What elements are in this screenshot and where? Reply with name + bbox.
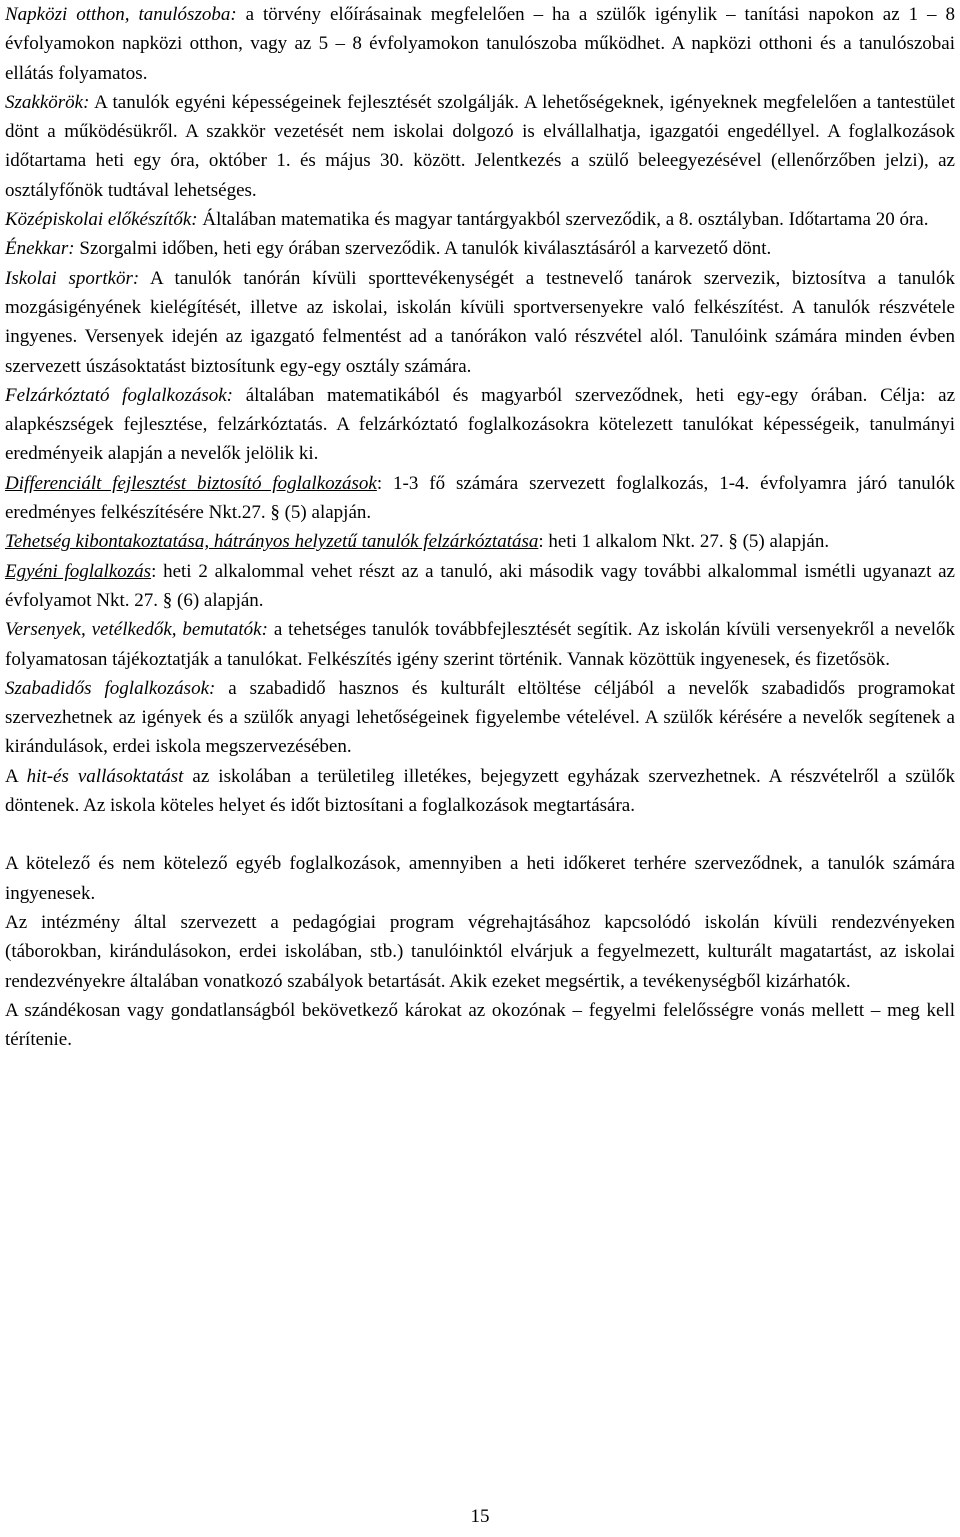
label-napkozi: Napközi otthon, tanulószoba:	[5, 4, 237, 25]
hitoktatas-after: az iskolában a területileg illetékes, bejegyzett egyházak szervezhetnek. A részvételről a szülők döntenek. Az iskola köteles helyet és időt biztosítani a foglalkozások megtartására.	[5, 765, 955, 817]
label-differencialt: Differenciált fejlesztést biztosító foglalkozások	[5, 472, 377, 494]
paragraph-tehetseg	[5, 527, 955, 556]
paragraph-versenyek	[5, 615, 955, 674]
paragraph-hitoktatas	[5, 762, 955, 821]
text-egyeni: : heti 2 alkalommal vehet részt az a tanuló, aki második vagy további alkalommal ismétli ugyanazt az évfolyamot Nkt. 27. § (6) alapján.	[5, 560, 955, 611]
paragraph-elokeszitok	[5, 205, 955, 234]
document-page	[5, 0, 955, 1054]
paragraph-napkozi	[5, 0, 955, 88]
hitoktatas-italic: hit-és vallásoktatást	[26, 765, 184, 787]
text-differencialt: : 1-3 fő számára szervezett foglalkozás, 1-4. évfolyamra járó tanulók eredményes felkészítésére Nkt.27. § (5) alapján.	[5, 472, 956, 524]
paragraph-rendezvenyek: Az intézmény által szervezett a pedagógiai program végrehajtásához kapcsolódó iskolán kívüli rendezvényeken (táborokban, kirándulásokon, erdei iskolában, stb.) tanulóinktól elvárjuk a fegyelmezett, kulturált magatartást, az iskolai rendezvényekre általában vonatkozó szabályok betartását. Akik ezeket megsértik, a tevékenységből kizárhatók.	[5, 911, 955, 992]
paragraph-sportkor	[5, 264, 955, 381]
paragraph-enekkar	[5, 234, 955, 263]
label-versenyek: Versenyek, vetélkedők, bemutatók:	[5, 619, 268, 641]
label-sportkor: Iskolai sportkör:	[5, 267, 140, 289]
paragraph-ingyenes: A kötelező és nem kötelező egyéb foglalkozások, amennyiben a heti időkeret terhére szerveződnek, a tanulók számára ingyenesek.	[5, 853, 955, 904]
label-enekkar: Énekkar:	[5, 238, 75, 260]
label-szabadido: Szabadidős foglalkozások:	[5, 677, 216, 699]
text-sportkor: A tanulók tanórán kívüli sporttevékenységét a testnevelő tanárok szervezik, biztosítva a tanulók mozgásigényének kielégítését, illetve az iskolai, iskolán kívüli sportversenyekre való felkészítést. A tanulók részvétele ingyenes. Versenyek idején az igazgató felmentést ad a tanórákon való részvétel alól. Tanulóink számára minden évben szervezett úszásoktatást biztosítunk egy-egy osztály számára.	[5, 267, 955, 377]
text-szabadido: a szabadidő hasznos és kulturált eltöltése céljából a nevelők szabadidős programokat szervezhetnek az igények és a szülők anyagi lehetőségeinek figyelembe vételével. A szülők kérésére a nevelők segítenek a kirándulások, erdei iskola megszervezésében.	[5, 677, 955, 758]
text-elokeszitok: Általában matematika és magyar tantárgyakból szerveződik, a 8. osztályban. Időtartama 20 óra.	[197, 209, 929, 231]
paragraph-szakkorok	[5, 88, 955, 205]
label-felzarkoztato: Felzárkóztató foglalkozások:	[5, 384, 234, 406]
text-szakkorok: A tanulók egyéni képességeinek fejlesztését szolgálják. A lehetőségeknek, igényeknek megfelelően a tantestület dönt a működésükről. A szakkör vezetését nem iskolai dolgozó is elvállalhatja, igazgatói engedéllyel. A foglalkozások időtartama heti egy óra, október 1. és május 30. között. Jelentkezés a szülő beleegyezésével (ellenőrzőben jelzi), az osztályfőnök tudtával lehetséges.	[5, 91, 955, 201]
page-number: 15	[470, 1506, 490, 1527]
label-szakkorok: Szakkörök:	[5, 91, 90, 113]
text-tehetseg: : heti 1 alkalom Nkt. 27. § (5) alapján.	[538, 531, 830, 553]
paragraph-szabadido	[5, 674, 955, 762]
paragraph-egyeni	[5, 557, 955, 616]
text-versenyek: a tehetséges tanulók továbbfejlesztését segítik. Az iskolán kívüli versenyekről a nevelők folyamatosan tájékoztatják a tanulókat. Felkészítés igény szerint történik. Vannak közöttük ingyenesek, és fizetősök.	[5, 619, 955, 670]
paragraph-differencialt	[5, 469, 955, 528]
hitoktatas-before: A	[5, 765, 27, 787]
label-elokeszitok: Középiskolai előkészítők:	[5, 209, 198, 231]
label-tehetseg: Tehetség kibontakoztatása, hátrányos helyzetű tanulók felzárkóztatása	[5, 531, 539, 553]
paragraph-karok: A szándékosan vagy gondatlanságból bekövetkező károkat az okozónak – fegyelmi felelősségre vonás mellett – meg kell térítenie.	[5, 999, 955, 1051]
text-enekkar: Szorgalmi időben, heti egy órában szerveződik. A tanulók kiválasztásáról a karvezető dönt.	[74, 238, 772, 260]
paragraph-gap	[5, 820, 955, 849]
text-felzarkoztato: általában matematikából és magyarból szerveződnek, heti egy-egy órában. Célja: az alapkészségek fejlesztése, felzárkóztatás. A felzárkóztató foglalkozásokra kötelezett tanulókat képességeik, tanulmányi eredményeik alapján a nevelők jelölik ki.	[5, 384, 956, 465]
label-egyeni: Egyéni foglalkozás	[5, 560, 152, 582]
paragraph-felzarkoztato	[5, 381, 955, 469]
text-napkozi: a törvény előírásainak megfelelően – ha a szülők igénylik – tanítási napokon az 1 – 8 évfolyamokon napközi otthon, vagy az 5 – 8 évfolyamokon tanulószoba működhet. A napközi otthoni és a tanulószobai ellátás folyamatos.	[5, 4, 955, 84]
